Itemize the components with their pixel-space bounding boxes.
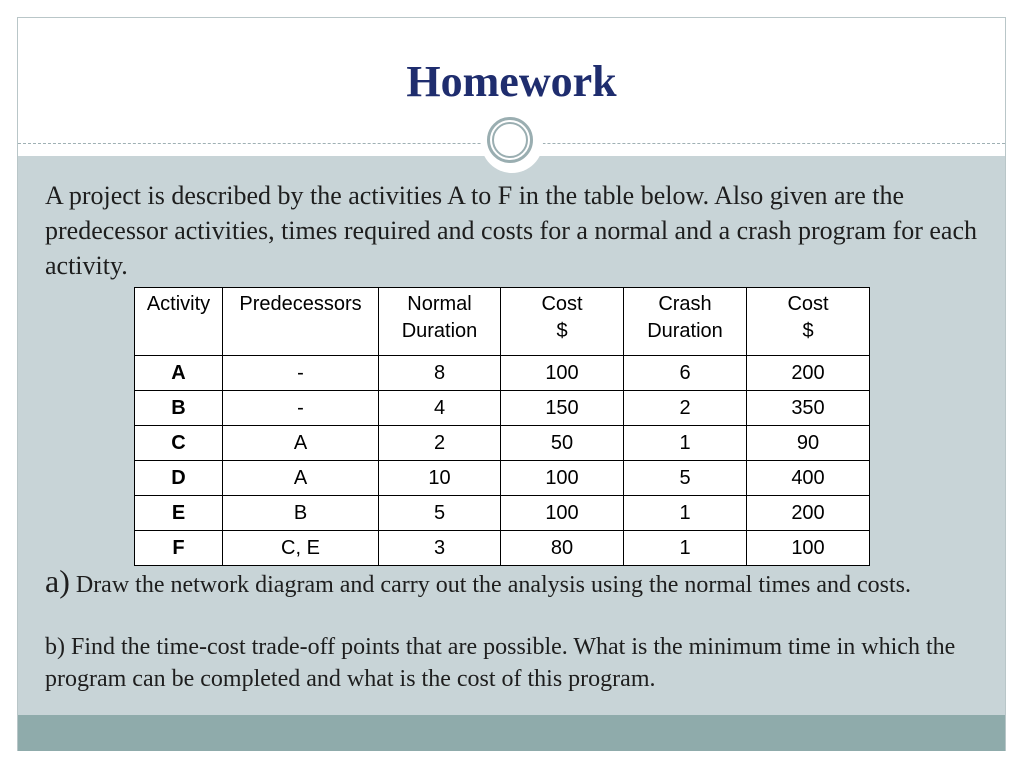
cell-crash-duration: 1	[624, 496, 747, 531]
header-crash-cost: Cost $	[747, 288, 870, 356]
cell-normal-cost: 80	[501, 531, 624, 566]
cell-activity: A	[135, 356, 223, 391]
cell-crash-duration: 1	[624, 531, 747, 566]
cell-predecessors: -	[223, 391, 379, 426]
table-row	[135, 461, 870, 496]
cell-crash-duration: 1	[624, 426, 747, 461]
footer-bar	[18, 715, 1005, 751]
header-normal-duration: Normal Duration	[379, 288, 501, 356]
table-row	[135, 531, 870, 566]
table-row	[135, 426, 870, 461]
cell-predecessors: C, E	[223, 531, 379, 566]
question-a-marker: a)	[45, 563, 70, 599]
question-a	[45, 565, 995, 601]
cell-crash-cost: 90	[747, 426, 870, 461]
cell-normal-duration: 3	[379, 531, 501, 566]
cell-crash-cost: 200	[747, 356, 870, 391]
cell-normal-cost: 150	[501, 391, 624, 426]
cell-predecessors: A	[223, 426, 379, 461]
cell-normal-cost: 100	[501, 356, 624, 391]
cell-predecessors: -	[223, 356, 379, 391]
cell-normal-cost: 100	[501, 461, 624, 496]
cell-activity: F	[135, 531, 223, 566]
cell-crash-duration: 6	[624, 356, 747, 391]
table-row	[135, 496, 870, 531]
question-b: b) Find the time-cost trade-off points that are possible. What is the minimum time in which the program can be completed and what is the cost of this program.	[45, 634, 956, 692]
cell-crash-cost: 400	[747, 461, 870, 496]
table-header-row	[135, 288, 870, 356]
cell-activity: C	[135, 426, 223, 461]
cell-crash-duration: 2	[624, 391, 747, 426]
table-row	[135, 356, 870, 391]
cell-crash-cost: 100	[747, 531, 870, 566]
cell-crash-duration: 5	[624, 461, 747, 496]
slide	[17, 17, 1006, 751]
question-a-text: Draw the network diagram and carry out the analysis using the normal times and costs.	[75, 572, 911, 598]
cell-crash-cost: 350	[747, 391, 870, 426]
cell-activity: E	[135, 496, 223, 531]
cell-normal-duration: 8	[379, 356, 501, 391]
cell-normal-duration: 5	[379, 496, 501, 531]
header-normal-cost: Cost $	[501, 288, 624, 356]
slide-title: Homework	[406, 57, 617, 106]
cell-normal-cost: 100	[501, 496, 624, 531]
table-row	[135, 391, 870, 426]
header-crash-duration: Crash Duration	[624, 288, 747, 356]
cell-normal-duration: 10	[379, 461, 501, 496]
header-predecessors: Predecessors	[223, 288, 379, 356]
cell-predecessors: A	[223, 461, 379, 496]
activity-table	[134, 287, 870, 566]
cell-activity: D	[135, 461, 223, 496]
cell-normal-cost: 50	[501, 426, 624, 461]
intro-paragraph: A project is described by the activities A to F in the table below. Also given are the predecessor activities, times required and costs for a normal and a crash program for each activity.	[45, 181, 978, 280]
cell-crash-cost: 200	[747, 496, 870, 531]
cell-normal-duration: 4	[379, 391, 501, 426]
cell-normal-duration: 2	[379, 426, 501, 461]
cell-activity: B	[135, 391, 223, 426]
cell-predecessors: B	[223, 496, 379, 531]
ornament-inner-ring	[492, 122, 528, 158]
header-activity: Activity	[135, 288, 223, 356]
